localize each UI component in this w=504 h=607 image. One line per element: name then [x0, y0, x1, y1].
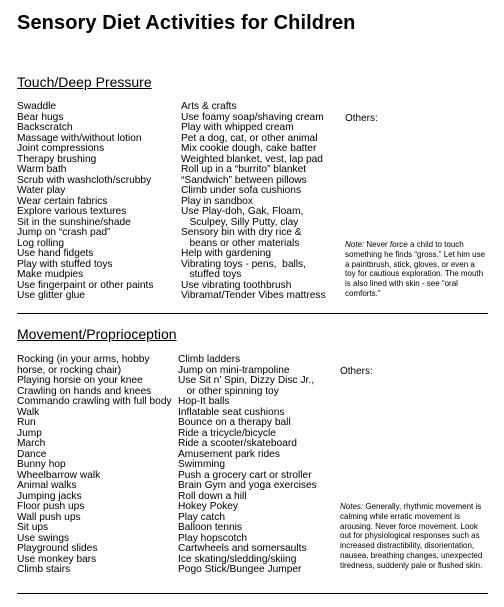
- activity-item: Pet a dog, cat, or other animal: [181, 132, 318, 144]
- activity-item: Sit ups: [17, 522, 49, 533]
- activity-item: Animal walks: [17, 480, 77, 491]
- activity-item: Play in sandbox: [181, 195, 253, 207]
- activity-item: Water play: [17, 185, 66, 196]
- activity-item: Hokey Pokey: [178, 501, 239, 512]
- movement-others-label: Others:: [340, 366, 373, 377]
- activity-item: Swaddle: [17, 101, 57, 112]
- activity-item: Jump on “crash pad”: [17, 227, 111, 238]
- activity-item: Mix cookie dough, cake batter: [181, 143, 317, 154]
- touch-activities-column-1: [17, 102, 153, 302]
- page-title: Sensory Diet Activities for Children: [17, 12, 356, 34]
- activity-item: Help with gardening: [181, 248, 272, 259]
- movement-note-label: Notes:: [340, 502, 364, 511]
- activity-item: Crawling on hands and knees: [17, 385, 152, 397]
- activity-item: Jump: [17, 427, 42, 439]
- touch-note-pre: Never: [364, 240, 390, 249]
- activity-item: Bear hugs: [17, 111, 64, 123]
- activity-item: Climb ladders: [178, 354, 241, 365]
- activity-item: Rocking (in your arms, hobby: [17, 354, 150, 365]
- movement-note: [340, 502, 486, 571]
- activity-item: Brain Gym and yoga exercises: [178, 480, 317, 491]
- touch-section-heading: Touch/Deep Pressure: [17, 74, 152, 90]
- activity-item: Use glitter glue: [17, 290, 85, 301]
- touch-others-label: Others:: [345, 113, 378, 124]
- movement-activities-column-2: [178, 355, 317, 576]
- touch-activities-column-2: [181, 102, 326, 302]
- activity-item: Amusement park rides: [178, 448, 280, 460]
- activity-item: Balloon tennis: [178, 522, 243, 533]
- activity-item: Cartwheels and somersaults: [178, 543, 307, 554]
- activity-item: Commando crawling with full body: [17, 396, 172, 407]
- activity-item: Pogo Stick/Bungee Jumper: [178, 564, 302, 575]
- activity-item: Use swings: [17, 532, 70, 544]
- section-divider-2: [17, 593, 488, 594]
- activity-item: Roll down a hill: [178, 490, 247, 502]
- activity-item: Use Play-doh, Gak, Floam,: [181, 206, 304, 217]
- activity-item: Inflatable seat cushions: [178, 406, 285, 418]
- touch-note-emphasis: force: [389, 240, 408, 249]
- activity-item: Use Sit n’ Spin, Dizzy Disc Jr.,: [178, 375, 315, 386]
- activity-item: Backscratch: [17, 122, 73, 133]
- activity-item: or other spinning toy: [178, 385, 279, 397]
- activity-item: Dance: [17, 448, 47, 460]
- activity-item: Playing horsie on your knee: [17, 375, 143, 386]
- movement-note-text: Generally, rhythmic movement is calming while erratic movement is arousing. Never force movement. Look out for physiological responses such as increased distractibility, disorientation, nausea, breathing changes, unexpected tiredness, suddenly pale or flushed skin.: [340, 502, 483, 570]
- activity-item: Vibrating toys - pens, balls,: [181, 258, 306, 270]
- activity-item: Massage with/without lotion: [17, 132, 142, 144]
- activity-item: Weighted blanket, vest, lap pad: [181, 153, 323, 165]
- activity-item: Log rolling: [17, 237, 65, 249]
- activity-item: Wear certain fabrics: [17, 195, 108, 207]
- activity-item: March: [17, 438, 46, 449]
- touch-note-text: a child to touch something he finds “gross.” Let him use a paintbrush, stick, gloves, or even a toy for cautious exploration. The mouth is also lined with skin - see “oral comforts.”: [345, 240, 486, 298]
- activity-item: horse, or rocking chair): [17, 364, 122, 376]
- activity-item: Make mudpies: [17, 269, 84, 280]
- activity-item: stuffed toys: [181, 269, 242, 280]
- activity-item: Push a grocery cart or stroller: [178, 469, 312, 481]
- activity-item: beans or other materials: [181, 237, 300, 249]
- activity-item: Playground slides: [17, 543, 98, 554]
- activity-item: Climb under sofa cushions: [181, 185, 302, 196]
- activity-item: Floor push ups: [17, 501, 85, 512]
- activity-item: Play with whipped cream: [181, 122, 294, 133]
- activity-item: Bounce on a therapy ball: [178, 417, 291, 428]
- activity-item: Therapy brushing: [17, 153, 97, 165]
- section-divider-1: [17, 313, 488, 314]
- activity-item: Play catch: [178, 511, 225, 523]
- activity-item: Jumping jacks: [17, 490, 82, 502]
- activity-item: Climb stairs: [17, 564, 71, 575]
- activity-item: Arts & crafts: [181, 101, 237, 112]
- activity-item: Explore various textures: [17, 206, 127, 217]
- activity-item: Swimming: [178, 459, 225, 470]
- activity-item: Wheelbarrow walk: [17, 469, 101, 481]
- activity-item: Ride a scooter/skateboard: [178, 438, 297, 449]
- activity-item: Use vibrating toothbrush: [181, 279, 292, 291]
- activity-item: Bunny hop: [17, 459, 66, 470]
- activity-item: Vibramat/Tender Vibes mattress: [181, 290, 326, 301]
- touch-note: [345, 240, 487, 299]
- activity-item: Walk: [17, 406, 40, 418]
- activity-item: Sit in the sunshine/shade: [17, 216, 131, 228]
- activity-item: Scrub with washcloth/scrubby: [17, 174, 152, 186]
- activity-item: Warm bath: [17, 164, 67, 175]
- activity-item: Use fingerpaint or other paints: [17, 279, 154, 291]
- activity-item: Jump on mini-trampoline: [178, 364, 290, 376]
- activity-item: Sensory bin with dry rice &: [181, 227, 302, 238]
- activity-item: Joint compressions: [17, 143, 105, 154]
- activity-item: Play hopscotch: [178, 532, 248, 544]
- activity-item: Ice skating/sledding/skiing: [178, 553, 297, 565]
- activity-item: Wall push ups: [17, 511, 81, 523]
- activity-item: Run: [17, 417, 36, 428]
- movement-activities-column-1: [17, 355, 172, 576]
- activity-item: Sculpey, Silly Putty, clay: [181, 216, 299, 228]
- movement-section-heading: Movement/Proprioception: [17, 326, 177, 342]
- activity-item: Use monkey bars: [17, 553, 97, 565]
- touch-note-label: Note:: [345, 240, 365, 249]
- activity-item: Use hand fidgets: [17, 248, 94, 259]
- activity-item: Use foamy soap/shaving cream: [181, 111, 324, 123]
- activity-item: Roll up in a “burrito” blanket: [181, 164, 307, 175]
- activity-item: Play with stuffed toys: [17, 258, 113, 270]
- activity-item: Hop-It balls: [178, 396, 230, 407]
- activity-item: Ride a tricycle/bicycle: [178, 427, 276, 439]
- activity-item: “Sandwich” between pillows: [181, 174, 307, 186]
